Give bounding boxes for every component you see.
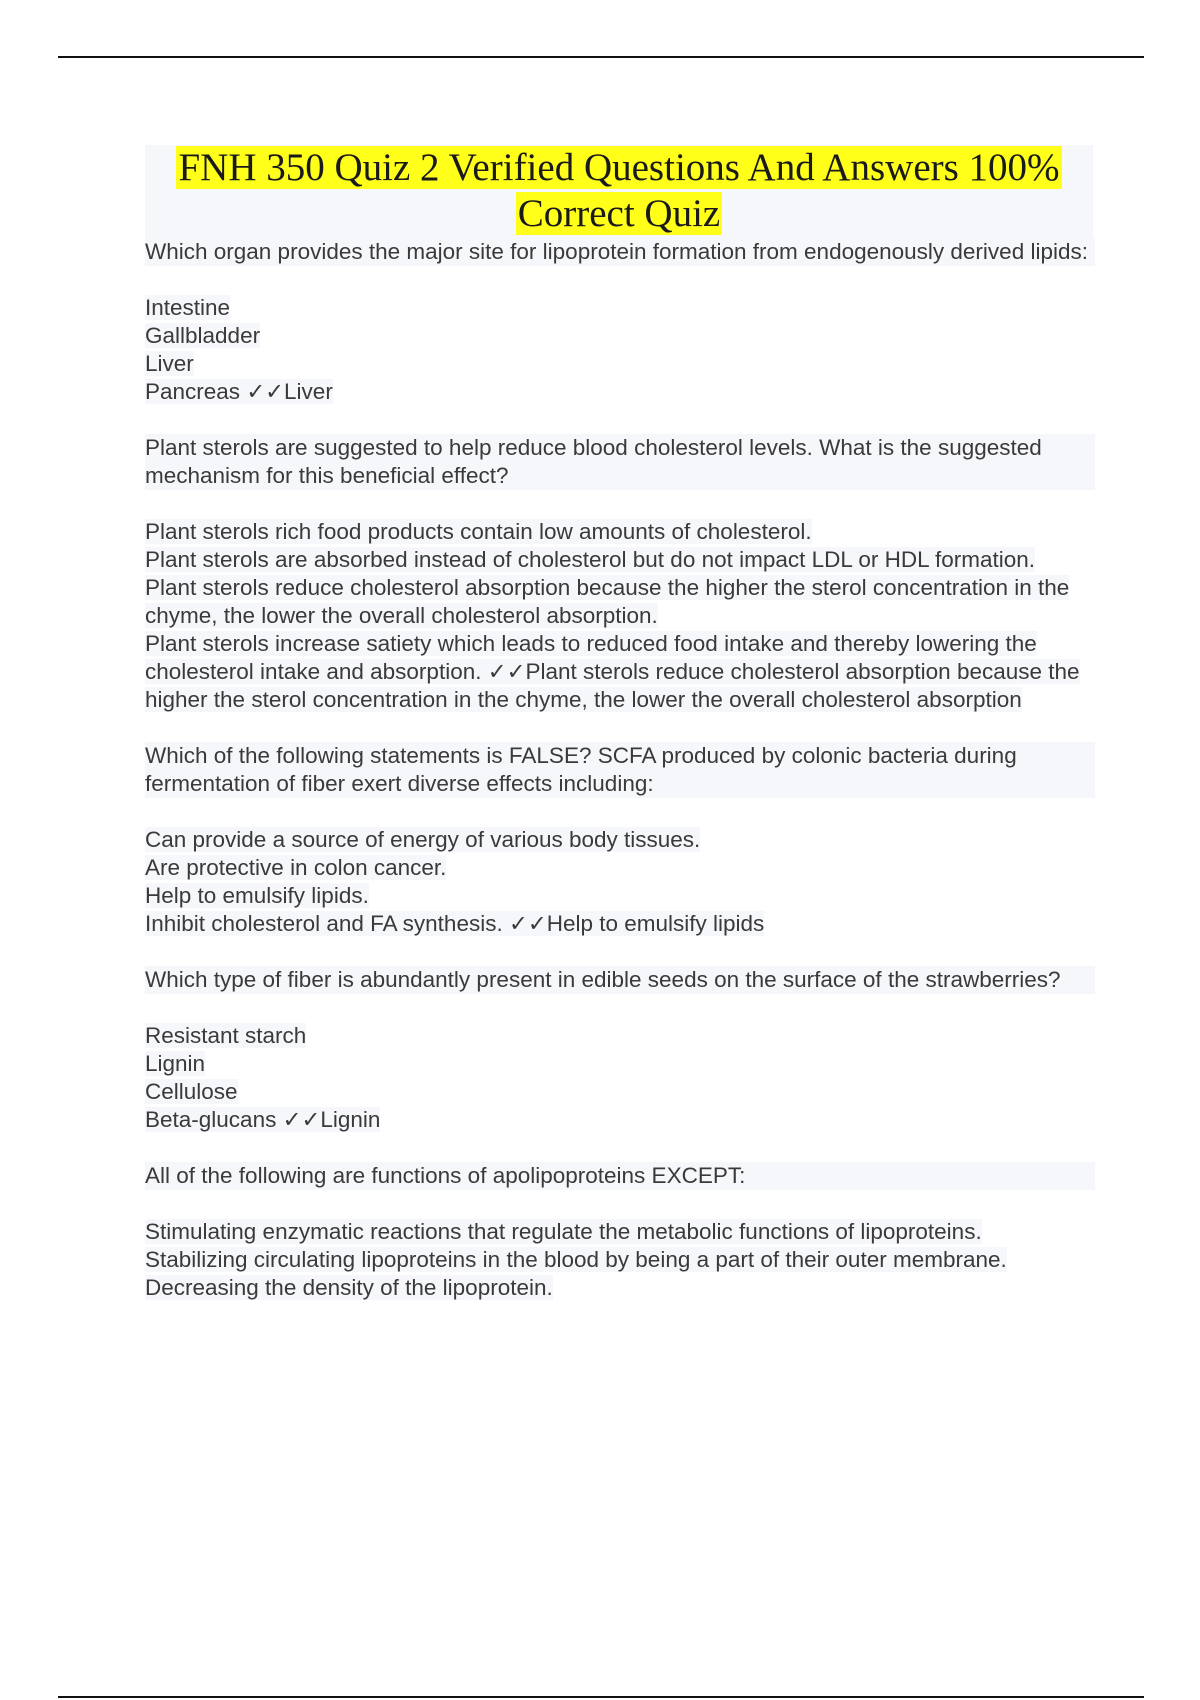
question-block-1 [145,238,1095,406]
option: Beta-glucans [145,1107,277,1132]
option: Can provide a source of energy of various body tissues. [145,827,701,852]
top-rule [58,56,1144,58]
options-list [145,294,1095,406]
question-text: Which organ provides the major site for lipoprotein formation from endogenously derived lipids: [145,238,1095,266]
option: Decreasing the density of the lipoprotein. [145,1275,553,1300]
options-list [145,826,1095,938]
answer-text: Plant sterols reduce cholesterol absorption because the higher the sterol concentration in the chyme, the lower the overall cholesterol absorption [145,659,1080,712]
option: Liver [145,351,194,376]
document-title [145,145,1093,239]
answer-text: Help to emulsify lipids [546,911,765,936]
option: Inhibit cholesterol and FA synthesis. [145,911,503,936]
question-block-3 [145,742,1095,938]
answer-text: Lignin [320,1107,381,1132]
options-list [145,1022,1095,1134]
checkmark-icon: ✓✓ [508,911,547,936]
question-block-4 [145,966,1095,1134]
title-line-2: Correct Quiz [517,192,721,235]
option: Pancreas [145,379,241,404]
option: Help to emulsify lipids. [145,883,369,908]
question-text: Which type of fiber is abundantly present in edible seeds on the surface of the strawberries? [145,966,1095,994]
question-block-5 [145,1162,1095,1302]
option: Cellulose [145,1079,238,1104]
quiz-content [145,238,1095,1330]
options-list [145,1218,1095,1302]
question-text: All of the following are functions of apolipoproteins EXCEPT: [145,1162,1095,1190]
options-list [145,518,1095,714]
option: Plant sterols reduce cholesterol absorption because the higher the sterol concentration in the chyme, the lower the overall cholesterol absorption. [145,575,1070,628]
option: Lignin [145,1051,206,1076]
option: Resistant starch [145,1023,307,1048]
option: Gallbladder [145,323,261,348]
checkmark-icon: ✓✓ [487,659,526,684]
question-text: Which of the following statements is FALSE? SCFA produced by colonic bacteria during fermentation of fiber exert diverse effects including: [145,742,1095,798]
option: Plant sterols are absorbed instead of cholesterol but do not impact LDL or HDL formation. [145,547,1036,572]
option: Intestine [145,295,231,320]
title-line-1: FNH 350 Quiz 2 Verified Questions And Answers 100% [178,146,1060,189]
answer-text: Liver [284,379,333,404]
bottom-rule [58,1696,1144,1698]
question-text: Plant sterols are suggested to help reduce blood cholesterol levels. What is the suggested mechanism for this beneficial effect? [145,434,1095,490]
option: Stabilizing circulating lipoproteins in the blood by being a part of their outer membrane. [145,1247,1007,1272]
question-block-2 [145,434,1095,714]
checkmark-icon: ✓✓ [282,1107,321,1132]
option: Are protective in colon cancer. [145,855,447,880]
option: Stimulating enzymatic reactions that regulate the metabolic functions of lipoproteins. [145,1219,982,1244]
option: Plant sterols rich food products contain low amounts of cholesterol. [145,519,812,544]
option: Plant sterols increase satiety which leads to reduced food intake and thereby lowering the cholesterol intake and absorption. [145,631,1037,684]
checkmark-icon: ✓✓ [246,379,285,404]
